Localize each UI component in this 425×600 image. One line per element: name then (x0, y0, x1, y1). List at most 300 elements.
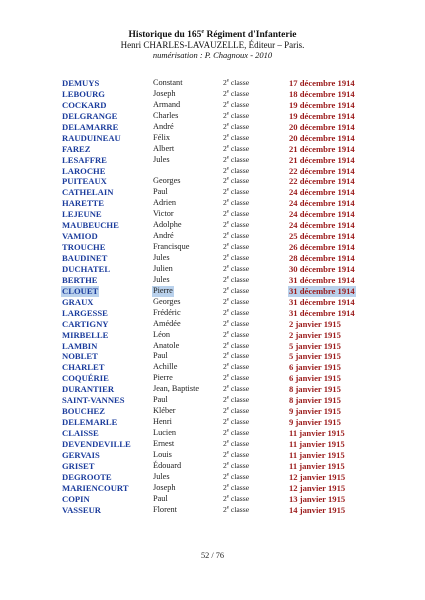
soldier-firstname: Louis (153, 449, 172, 459)
rank-superscript: e (226, 384, 230, 390)
list-item (0, 122, 425, 133)
list-item (0, 341, 425, 352)
soldier-surname: FAREZ (62, 143, 91, 154)
rank-superscript: e (226, 275, 230, 281)
rank-superscript: e (226, 133, 230, 139)
page-number: 52 / 76 (200, 551, 225, 560)
soldier-surname: COCKARD (62, 99, 107, 110)
soldier-firstname: Achille (153, 362, 178, 372)
death-date: 9 janvier 1915 (289, 417, 341, 428)
rank-label: classe (229, 296, 250, 306)
soldier-rank (223, 439, 249, 450)
rank-superscript: e (226, 100, 230, 106)
soldier-surname: CLAISSE (62, 428, 99, 438)
soldier-surname: NOBLET (62, 351, 98, 362)
soldier-rank (223, 483, 249, 494)
list-item (0, 297, 425, 308)
soldier-rank (223, 100, 249, 111)
soldier-surname: DELEMARLE (62, 417, 118, 428)
rank-label: classe (229, 471, 250, 481)
soldier-rank (223, 220, 249, 231)
soldier-firstname: Charles (153, 110, 179, 120)
death-date: 28 décembre 1914 (289, 253, 355, 263)
soldier-rank (223, 144, 249, 155)
rank-label: classe (229, 176, 250, 186)
rank-label: classe (229, 209, 250, 219)
death-date: 20 décembre 1914 (289, 132, 355, 143)
soldier-rank (223, 166, 249, 177)
rank-number: 2 (223, 78, 227, 87)
rank-label: classe (229, 449, 250, 459)
soldier-firstname: Adrien (153, 198, 177, 208)
rank-label: classe (229, 373, 250, 383)
soldier-firstname: Joseph (153, 482, 176, 492)
list-item (0, 100, 425, 111)
rank-number: 2 (223, 329, 227, 339)
rank-number: 2 (223, 296, 227, 306)
rank-superscript: e (226, 472, 230, 478)
list-item (0, 308, 425, 319)
rank-label: classe (229, 154, 250, 164)
soldier-rank (223, 187, 249, 198)
rank-label: classe (229, 417, 250, 427)
list-item (0, 286, 425, 297)
death-date: 17 décembre 1914 (289, 78, 355, 88)
rank-label: classe (229, 285, 250, 295)
rank-superscript: e (226, 78, 230, 84)
list-item (0, 330, 425, 341)
death-date: 31 décembre 1914 (289, 296, 355, 307)
rank-number: 2 (223, 406, 227, 416)
rank-superscript: e (226, 340, 230, 346)
rank-superscript: e (226, 165, 230, 171)
soldier-firstname: Lucien (153, 428, 177, 437)
soldier-surname: DEMUYS (62, 78, 100, 88)
death-date: 21 décembre 1914 (289, 154, 355, 165)
rank-superscript: e (226, 406, 230, 412)
death-date: 11 janvier 1915 (289, 438, 345, 449)
rank-number: 2 (223, 438, 227, 448)
rank-superscript: e (226, 187, 230, 193)
rank-label: classe (229, 318, 250, 328)
rank-superscript: e (226, 231, 230, 237)
page-header (0, 30, 425, 60)
list-item (0, 198, 425, 209)
soldier-surname: LARGESSE (62, 307, 108, 318)
soldier-surname: VAMIOD (62, 231, 98, 242)
rank-number: 2 (223, 176, 227, 186)
rank-number: 2 (223, 285, 227, 295)
rank-superscript: e (226, 319, 230, 325)
rank-number: 2 (223, 504, 227, 514)
rank-label: classe (229, 110, 250, 120)
soldier-firstname: Adolphe (153, 220, 182, 230)
rank-number: 2 (223, 99, 227, 109)
soldier-surname: MARIENCOURT (62, 482, 129, 493)
death-date: 6 janvier 1915 (289, 362, 341, 373)
soldier-rank (223, 78, 249, 89)
soldier-rank (223, 176, 249, 187)
rank-label: classe (229, 384, 250, 394)
soldier-surname: GERVAIS (62, 449, 100, 460)
list-item (0, 133, 425, 144)
rank-label: classe (229, 351, 250, 361)
soldier-firstname: Jules (153, 154, 170, 164)
death-date: 8 janvier 1915 (289, 384, 341, 395)
soldier-rank (223, 253, 249, 264)
soldier-rank (223, 133, 249, 144)
rank-superscript: e (226, 461, 230, 467)
soldier-firstname: Albert (153, 143, 175, 153)
list-item (0, 483, 425, 494)
soldier-surname: CLOUET (62, 285, 99, 296)
rank-label: classe (229, 187, 250, 197)
list-item (0, 89, 425, 100)
soldier-firstname: Amédée (153, 318, 181, 328)
rank-number: 2 (223, 471, 227, 481)
soldier-firstname: Jules (153, 274, 170, 284)
soldier-surname: DEGROOTE (62, 471, 112, 482)
rank-superscript: e (226, 395, 230, 401)
rank-superscript: e (226, 286, 230, 292)
death-date: 19 décembre 1914 (289, 99, 355, 110)
rank-label: classe (229, 143, 250, 153)
list-item (0, 78, 425, 89)
rank-superscript: e (226, 220, 230, 226)
rank-number: 2 (223, 88, 227, 98)
rank-label: classe (229, 121, 250, 131)
rank-number: 2 (223, 460, 227, 470)
rank-superscript: e (226, 428, 230, 434)
soldier-rank (223, 275, 249, 286)
death-date: 19 décembre 1914 (289, 110, 355, 121)
soldier-rank (223, 89, 249, 100)
soldier-firstname: Joseph (153, 88, 176, 98)
rank-superscript: e (226, 253, 230, 259)
rank-label: classe (229, 504, 250, 514)
rank-superscript: e (226, 417, 230, 423)
soldier-surname: BOUCHEZ (62, 406, 105, 417)
soldier-rank (223, 264, 249, 275)
rank-label: classe (229, 493, 250, 503)
rank-number: 2 (223, 493, 227, 503)
list-item (0, 505, 425, 516)
soldier-rank (223, 373, 249, 384)
rank-label: classe (229, 198, 250, 208)
soldier-firstname: Paul (153, 493, 168, 503)
rank-label: classe (229, 482, 250, 492)
death-date: 2 janvier 1915 (289, 329, 341, 340)
rank-label: classe (229, 78, 250, 87)
rank-superscript: e (226, 242, 230, 248)
list-item (0, 395, 425, 406)
soldier-firstname: Léon (153, 329, 171, 339)
rank-number: 2 (223, 253, 227, 262)
rank-number: 2 (223, 110, 227, 120)
rank-superscript: e (226, 144, 230, 150)
rank-superscript: e (226, 308, 230, 314)
death-date: 2 janvier 1915 (289, 318, 341, 329)
rank-number: 2 (223, 242, 227, 252)
rank-number: 2 (223, 351, 227, 361)
list-item (0, 176, 425, 187)
soldier-surname: GRISET (62, 460, 95, 471)
soldier-rank (223, 428, 249, 439)
list-item (0, 209, 425, 220)
soldier-surname: COPIN (62, 493, 90, 504)
soldier-surname: GRAUX (62, 296, 94, 307)
rank-label: classe (229, 362, 250, 372)
list-item (0, 111, 425, 122)
death-date: 5 janvier 1915 (289, 340, 341, 351)
soldier-surname: VASSEUR (62, 504, 102, 515)
list-item (0, 242, 425, 253)
soldier-surname: PUITEAUX (62, 176, 107, 187)
list-item (0, 406, 425, 417)
rank-superscript: e (226, 155, 230, 161)
soldier-firstname: Florent (153, 504, 177, 514)
rank-label: classe (229, 253, 250, 262)
rank-number: 2 (223, 121, 227, 131)
rank-number: 2 (223, 307, 227, 317)
rank-label: classe (229, 307, 250, 317)
death-date: 24 décembre 1914 (289, 220, 355, 231)
soldier-firstname: Frédéric (153, 307, 181, 317)
soldier-firstname: Anatole (153, 340, 180, 350)
rank-superscript: e (226, 439, 230, 445)
soldier-firstname: Armand (153, 99, 181, 109)
rank-number: 2 (223, 362, 227, 372)
rank-superscript: e (226, 494, 230, 500)
soldier-rank (223, 231, 249, 242)
list-item (0, 253, 425, 264)
soldier-rank (223, 450, 249, 461)
list-item (0, 155, 425, 166)
rank-number: 2 (223, 132, 227, 142)
death-date: 26 décembre 1914 (289, 242, 355, 253)
death-date: 24 décembre 1914 (289, 209, 355, 220)
soldier-firstname: Félix (153, 132, 171, 142)
rank-label: classe (229, 165, 250, 175)
list-item (0, 231, 425, 242)
death-date: 14 janvier 1915 (289, 504, 346, 515)
death-date: 5 janvier 1915 (289, 351, 341, 362)
rank-number: 2 (223, 449, 227, 459)
rank-label: classe (229, 340, 250, 350)
rank-superscript: e (226, 330, 230, 336)
rank-superscript: e (226, 351, 230, 357)
soldier-surname: RAUDUINEAU (62, 132, 121, 143)
list-item (0, 439, 425, 450)
rank-number: 2 (223, 231, 227, 241)
rank-number: 2 (223, 154, 227, 164)
list-item (0, 384, 425, 395)
death-date: 9 janvier 1915 (289, 406, 341, 417)
soldier-surname: DUCHATEL (62, 263, 111, 274)
rank-label: classe (229, 438, 250, 448)
rank-number: 2 (223, 187, 227, 197)
death-date: 21 décembre 1914 (289, 143, 355, 154)
death-date: 11 janvier 1915 (289, 449, 345, 460)
soldier-rank (223, 330, 249, 341)
soldier-firstname: Jules (153, 253, 170, 262)
rank-superscript: e (226, 505, 230, 511)
soldier-surname: MIRBELLE (62, 329, 109, 340)
rank-superscript: e (226, 450, 230, 456)
rank-number: 2 (223, 395, 227, 405)
soldier-surname: TROUCHE (62, 242, 106, 253)
list-item (0, 461, 425, 472)
soldier-surname: DELAMARRE (62, 121, 119, 132)
rank-label: classe (229, 274, 250, 284)
rank-superscript: e (226, 209, 230, 215)
soldier-rank (223, 494, 249, 505)
rank-superscript: e (226, 122, 230, 128)
soldier-rank (223, 286, 249, 297)
rank-label: classe (229, 242, 250, 252)
rank-number: 2 (223, 384, 227, 394)
rank-superscript: e (226, 483, 230, 489)
soldier-surname: DEVENDEVILLE (62, 438, 131, 449)
list-item (0, 264, 425, 275)
list-item (0, 417, 425, 428)
list-item (0, 351, 425, 362)
soldier-rank (223, 384, 249, 395)
death-date: 8 janvier 1915 (289, 395, 341, 406)
rank-superscript: e (226, 198, 230, 204)
soldier-firstname: Édouard (153, 460, 182, 470)
rank-number: 2 (223, 209, 227, 219)
soldier-rank (223, 209, 249, 220)
soldier-firstname: Georges (153, 176, 181, 186)
soldier-rank (223, 198, 249, 209)
soldier-surname: LEBOURG (62, 88, 105, 99)
list-item (0, 373, 425, 384)
casualty-list (0, 78, 425, 516)
death-date: 30 décembre 1914 (289, 263, 355, 274)
soldier-firstname: Kléber (153, 406, 176, 416)
list-item (0, 144, 425, 155)
soldier-rank (223, 395, 249, 406)
rank-label: classe (229, 406, 250, 416)
soldier-firstname: Constant (153, 78, 183, 87)
death-date: 13 janvier 1915 (289, 493, 346, 504)
rank-label: classe (229, 220, 250, 230)
soldier-firstname: Henri (153, 417, 172, 427)
title-text-end: Régiment d'Infanterie (204, 30, 297, 40)
list-item (0, 220, 425, 231)
rank-number: 2 (223, 482, 227, 492)
death-date: 6 janvier 1915 (289, 373, 341, 384)
soldier-surname: MAUBEUCHE (62, 220, 119, 231)
soldier-rank (223, 155, 249, 166)
death-date: 31 décembre 1914 (289, 285, 355, 296)
rank-number: 2 (223, 318, 227, 328)
soldier-rank (223, 351, 249, 362)
rank-number: 2 (223, 373, 227, 383)
soldier-surname: DELGRANGE (62, 110, 118, 121)
rank-label: classe (229, 231, 250, 241)
title-superscript: e (201, 28, 205, 35)
rank-label: classe (229, 329, 250, 339)
soldier-surname: CATHELAIN (62, 187, 114, 198)
soldier-rank (223, 505, 249, 516)
soldier-surname: LAMBIN (62, 340, 98, 351)
death-date: 22 décembre 1914 (289, 165, 355, 176)
soldier-surname: BAUDINET (62, 253, 108, 263)
soldier-rank (223, 406, 249, 417)
soldier-firstname: Jules (153, 471, 170, 481)
soldier-firstname: Georges (153, 296, 181, 306)
rank-label: classe (229, 263, 250, 273)
soldier-rank (223, 297, 249, 308)
rank-label: classe (229, 88, 250, 98)
soldier-firstname: Jean, Baptiste (153, 384, 200, 394)
death-date: 12 janvier 1915 (289, 471, 346, 482)
rank-superscript: e (226, 264, 230, 270)
death-date: 24 décembre 1914 (289, 198, 355, 209)
soldier-firstname: Julien (153, 263, 173, 273)
title-text: Historique du 165 (128, 30, 202, 40)
soldier-firstname: Francisque (153, 242, 190, 252)
death-date: 31 décembre 1914 (289, 274, 355, 285)
rank-superscript: e (226, 111, 230, 117)
soldier-firstname: Paul (153, 395, 168, 405)
death-date: 11 janvier 1915 (289, 428, 345, 438)
soldier-rank (223, 308, 249, 319)
soldier-surname: LEJEUNE (62, 209, 102, 220)
soldier-surname: DURANTIER (62, 384, 115, 395)
rank-number: 2 (223, 340, 227, 350)
soldier-rank (223, 461, 249, 472)
soldier-rank (223, 417, 249, 428)
publisher-line: Henri CHARLES-LAVAUZELLE, Éditeur – Paris. (120, 40, 305, 50)
soldier-firstname: André (153, 121, 174, 131)
rank-superscript: e (226, 176, 230, 182)
soldier-surname: LESAFFRE (62, 154, 107, 165)
soldier-surname: CHARLET (62, 362, 105, 373)
document-title (0, 30, 425, 40)
soldier-surname: SAINT-VANNES (62, 395, 125, 406)
list-item (0, 166, 425, 177)
rank-label: classe (229, 99, 250, 109)
soldier-rank (223, 362, 249, 373)
soldier-firstname: Ernest (153, 438, 175, 448)
soldier-firstname: Pierre (153, 285, 173, 295)
list-item (0, 450, 425, 461)
soldier-firstname: Paul (153, 351, 168, 361)
rank-number: 2 (223, 263, 227, 273)
soldier-rank (223, 122, 249, 133)
soldier-rank (223, 111, 249, 122)
soldier-firstname: André (153, 231, 174, 241)
list-item (0, 472, 425, 483)
soldier-surname: LAROCHE (62, 165, 106, 176)
death-date: 12 janvier 1915 (289, 482, 346, 493)
soldier-rank (223, 341, 249, 352)
rank-number: 2 (223, 220, 227, 230)
soldier-rank (223, 319, 249, 330)
rank-superscript: e (226, 373, 230, 379)
list-item (0, 362, 425, 373)
rank-superscript: e (226, 89, 230, 95)
death-date: 31 décembre 1914 (289, 307, 355, 318)
rank-number: 2 (223, 198, 227, 208)
soldier-firstname: Paul (153, 187, 168, 197)
list-item (0, 319, 425, 330)
soldier-rank (223, 472, 249, 483)
soldier-surname: BERTHE (62, 274, 98, 285)
